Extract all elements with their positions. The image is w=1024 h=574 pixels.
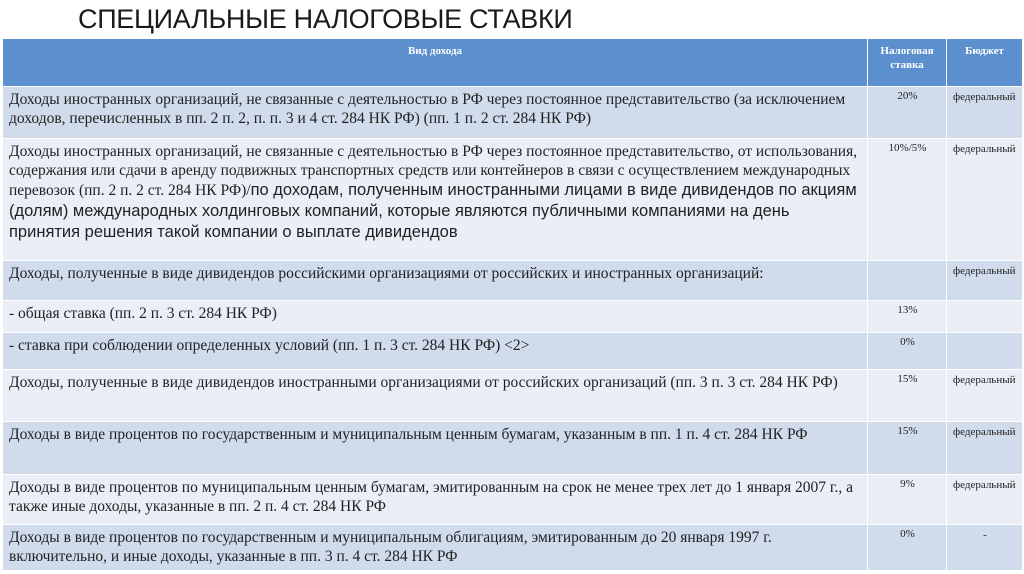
table-row	[3, 370, 1023, 422]
budget-cell: федеральный	[947, 370, 1023, 422]
header-budget: Бюджет	[947, 39, 1023, 87]
table-row	[3, 333, 1023, 370]
budget-cell	[947, 301, 1023, 333]
tax-rates-table	[2, 38, 1023, 571]
table-header-row	[3, 39, 1023, 87]
income-description	[3, 261, 868, 301]
budget-cell: -	[947, 525, 1023, 571]
income-description	[3, 139, 868, 261]
income-description	[3, 370, 868, 422]
budget-cell: федеральный	[947, 422, 1023, 475]
description-text: - общая ставка (пп. 2 п. 3 ст. 284 НК РФ)	[9, 305, 277, 322]
tax-rate-cell: 15%	[868, 370, 947, 422]
income-description	[3, 475, 868, 525]
income-description	[3, 87, 868, 139]
tax-rate-cell: 0%	[868, 525, 947, 571]
tax-rate-cell: 20%	[868, 87, 947, 139]
description-text-extra: по доходам, полученным иностранными лицами в виде дивидендов по акциям (долям) международных холдинговых компаний, которые являются публичными компаниями на день принятия решения такой компании о выплате дивидендов	[9, 181, 857, 241]
header-tax-rate: Налоговая ставка	[868, 39, 947, 87]
description-text: Доходы иностранных организаций, не связанные с деятельностью в РФ через постоянное представительство (за исключением доходов, перечисленных в пп. 2 п. 2, п. п. 3 и 4 ст. 284 НК РФ) (пп. 1 п. 2 ст. 284 НК РФ)	[9, 91, 846, 127]
tax-rate-cell: 10%/5%	[868, 139, 947, 261]
income-description	[3, 422, 868, 475]
table-row	[3, 139, 1023, 261]
table-row	[3, 475, 1023, 525]
tax-rate-cell: 13%	[868, 301, 947, 333]
income-description	[3, 525, 868, 571]
tax-rate-cell	[868, 261, 947, 301]
budget-cell: федеральный	[947, 87, 1023, 139]
description-text: Доходы в виде процентов по государственным и муниципальным облигациям, эмитированным до 20 января 1997 г. включительно, и иные доходы, указанные в пп. 3 п. 4 ст. 284 НК РФ	[9, 529, 772, 565]
income-description	[3, 301, 868, 333]
description-text: Доходы в виде процентов по государственным и муниципальным ценным бумагам, указанным в пп. 1 п. 4 ст. 284 НК РФ	[9, 426, 808, 443]
income-description	[3, 333, 868, 370]
page-title: СПЕЦИАЛЬНЫЕ НАЛОГОВЫЕ СТАВКИ	[78, 4, 573, 34]
description-text: Доходы в виде процентов по муниципальным ценным бумагам, эмитированным на срок не менее трех лет до 1 января 2007 г., а также иные доходы, указанные в пп. 2 п. 4 ст. 284 НК РФ	[9, 479, 853, 515]
tax-rate-cell: 9%	[868, 475, 947, 525]
description-text: Доходы, полученные в виде дивидендов иностранными организациями от российских организаций (пп. 3 п. 3 ст. 284 НК РФ)	[9, 374, 838, 391]
description-text: - ставка при соблюдении определенных условий (пп. 1 п. 3 ст. 284 НК РФ) <2>	[9, 337, 530, 354]
budget-cell: федеральный	[947, 139, 1023, 261]
header-income-type: Вид дохода	[3, 39, 868, 87]
tax-rate-cell: 0%	[868, 333, 947, 370]
table-row	[3, 525, 1023, 571]
description-text: Доходы иностранных организаций, не связанные с деятельностью в РФ через постоянное представительство, от использования, содержания или сдачи в аренду подвижных транспортных средств или контейнеров в связи с осуществлением международных перевозок (пп. 2 п. 2 ст. 284 НК РФ)/	[9, 143, 858, 199]
budget-cell: федеральный	[947, 261, 1023, 301]
budget-cell	[947, 333, 1023, 370]
table-row	[3, 301, 1023, 333]
table-row	[3, 422, 1023, 475]
description-text: Доходы, полученные в виде дивидендов российскими организациями от российских и иностранных организаций:	[9, 265, 764, 282]
table-row	[3, 261, 1023, 301]
table-row	[3, 87, 1023, 139]
tax-rate-cell: 15%	[868, 422, 947, 475]
budget-cell: федеральный	[947, 475, 1023, 525]
